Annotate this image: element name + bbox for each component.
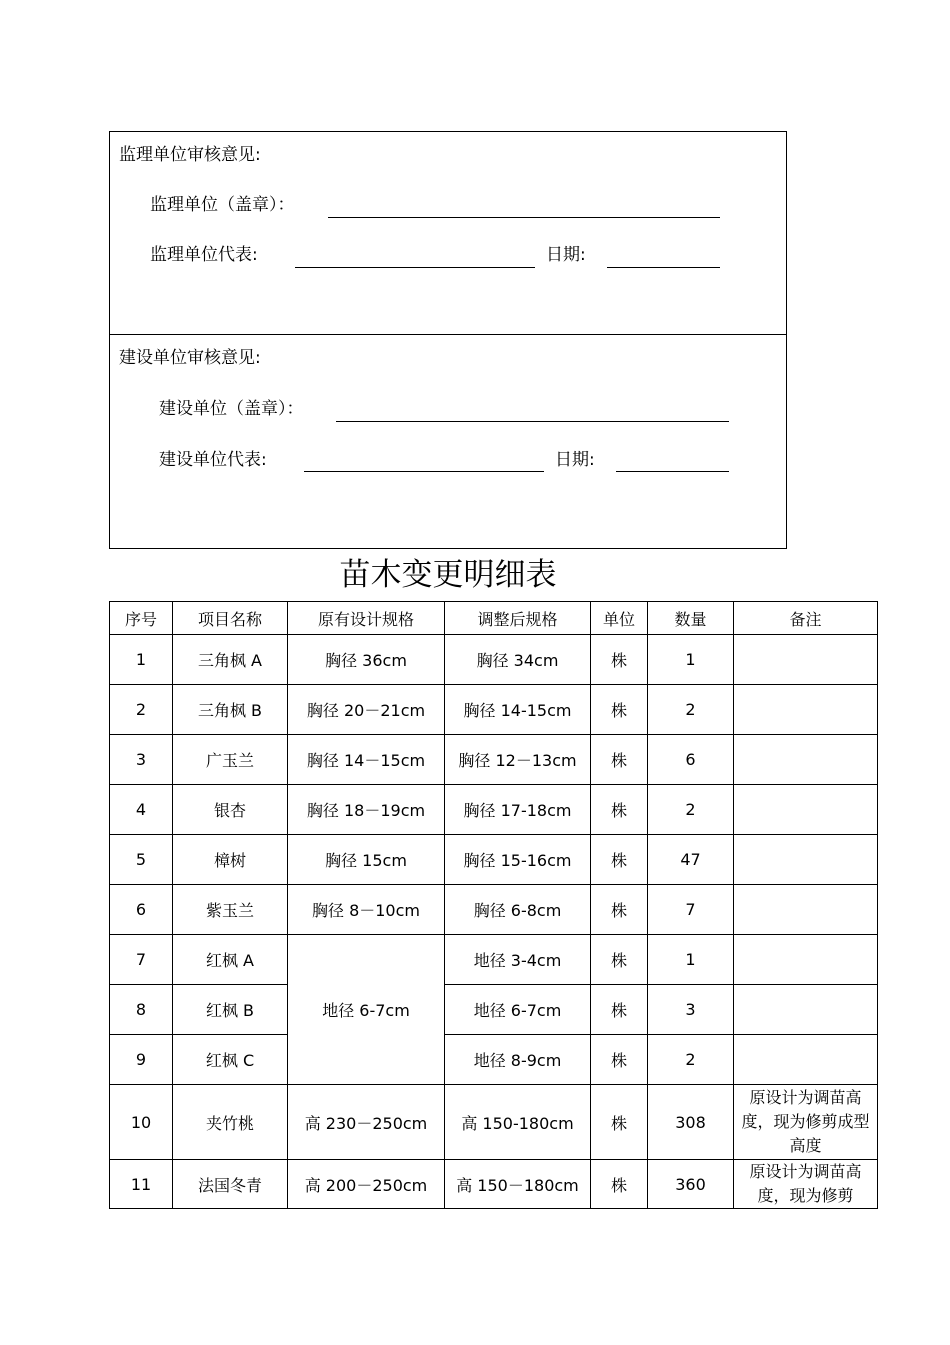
cell-note xyxy=(734,1160,878,1209)
cell-no: 11 xyxy=(110,1160,173,1209)
cell-note xyxy=(734,685,878,735)
cell-note xyxy=(734,735,878,785)
owner-review-box xyxy=(109,334,787,549)
owner-seal-label: 建设单位（盖章）： xyxy=(159,399,304,419)
supervision-review-heading: 监理单位审核意见: xyxy=(119,145,261,165)
table-row xyxy=(110,985,878,1035)
cell-no: 9 xyxy=(110,1035,173,1085)
cell-adjusted: 胸径 15-16cm xyxy=(445,835,591,885)
cell-original: 胸径 15cm xyxy=(288,835,445,885)
table-row xyxy=(110,1035,878,1085)
cell-note xyxy=(734,985,878,1035)
cell-unit: 株 xyxy=(591,1085,648,1160)
table-row xyxy=(110,885,878,935)
cell-no: 3 xyxy=(110,735,173,785)
cell-no: 8 xyxy=(110,985,173,1035)
cell-qty: 308 xyxy=(648,1085,734,1160)
owner-rep-label: 建设单位代表: xyxy=(159,450,267,470)
cell-note xyxy=(734,1035,878,1085)
supervision-seal-line xyxy=(328,217,720,218)
cell-adjusted: 地径 3-4cm xyxy=(445,935,591,985)
cell-original-merged: 地径 6-7cm xyxy=(288,935,445,1085)
cell-name: 广玉兰 xyxy=(173,735,288,785)
cell-qty: 6 xyxy=(648,735,734,785)
cell-no: 6 xyxy=(110,885,173,935)
cell-no: 10 xyxy=(110,1085,173,1160)
cell-original: 高 230－250cm xyxy=(288,1085,445,1160)
cell-qty: 2 xyxy=(648,685,734,735)
cell-no: 2 xyxy=(110,685,173,735)
cell-name: 三角枫 A xyxy=(173,635,288,685)
cell-adjusted: 地径 8-9cm xyxy=(445,1035,591,1085)
cell-unit: 株 xyxy=(591,985,648,1035)
cell-original: 胸径 18－19cm xyxy=(288,785,445,835)
seedling-change-table xyxy=(109,601,878,1209)
table-row xyxy=(110,685,878,735)
header-cell: 原有设计规格 xyxy=(288,602,445,635)
cell-unit: 株 xyxy=(591,835,648,885)
cell-unit: 株 xyxy=(591,685,648,735)
cell-name: 红枫 A xyxy=(173,935,288,985)
supervision-review-box xyxy=(109,131,787,335)
cell-unit: 株 xyxy=(591,785,648,835)
cell-note xyxy=(734,885,878,935)
owner-date-line xyxy=(616,471,729,472)
supervision-rep-label: 监理单位代表: xyxy=(150,245,258,265)
cell-name: 紫玉兰 xyxy=(173,885,288,935)
cell-unit: 株 xyxy=(591,735,648,785)
table-row xyxy=(110,785,878,835)
cell-unit: 株 xyxy=(591,1160,648,1209)
cell-qty: 3 xyxy=(648,985,734,1035)
cell-adjusted: 胸径 34cm xyxy=(445,635,591,685)
cell-no: 4 xyxy=(110,785,173,835)
cell-name: 红枫 C xyxy=(173,1035,288,1085)
owner-review-heading: 建设单位审核意见: xyxy=(119,348,261,368)
cell-original: 胸径 20－21cm xyxy=(288,685,445,735)
header-cell: 数量 xyxy=(648,602,734,635)
table-header-row xyxy=(110,602,878,635)
cell-original: 胸径 14－15cm xyxy=(288,735,445,785)
table-row xyxy=(110,635,878,685)
cell-note xyxy=(734,635,878,685)
cell-unit: 株 xyxy=(591,935,648,985)
note-text: 原设计为调苗高度，现为修剪 xyxy=(749,1162,862,1205)
cell-adjusted: 地径 6-7cm xyxy=(445,985,591,1035)
cell-qty: 2 xyxy=(648,1035,734,1085)
table-row xyxy=(110,1085,878,1160)
cell-adjusted: 胸径 14-15cm xyxy=(445,685,591,735)
cell-name: 三角枫 B xyxy=(173,685,288,735)
supervision-date-label: 日期: xyxy=(546,245,586,265)
cell-adjusted: 高 150-180cm xyxy=(445,1085,591,1160)
owner-date-label: 日期: xyxy=(555,450,595,470)
owner-seal-line xyxy=(336,421,729,422)
cell-note xyxy=(734,1085,878,1160)
cell-qty: 47 xyxy=(648,835,734,885)
supervision-seal-label: 监理单位（盖章）： xyxy=(150,195,295,215)
header-cell: 序号 xyxy=(110,602,173,635)
cell-adjusted: 高 150－180cm xyxy=(445,1160,591,1209)
cell-adjusted: 胸径 6-8cm xyxy=(445,885,591,935)
cell-unit: 株 xyxy=(591,635,648,685)
cell-name: 红枫 B xyxy=(173,985,288,1035)
supervision-date-line xyxy=(607,267,720,268)
cell-original: 胸径 8－10cm xyxy=(288,885,445,935)
cell-unit: 株 xyxy=(591,1035,648,1085)
header-cell: 项目名称 xyxy=(173,602,288,635)
cell-note xyxy=(734,785,878,835)
cell-note xyxy=(734,935,878,985)
header-cell: 单位 xyxy=(591,602,648,635)
cell-no: 1 xyxy=(110,635,173,685)
cell-adjusted: 胸径 17-18cm xyxy=(445,785,591,835)
owner-rep-line xyxy=(304,471,544,472)
cell-adjusted: 胸径 12－13cm xyxy=(445,735,591,785)
cell-qty: 1 xyxy=(648,935,734,985)
cell-original: 高 200－250cm xyxy=(288,1160,445,1209)
cell-name: 夹竹桃 xyxy=(173,1085,288,1160)
table-row xyxy=(110,1160,878,1209)
table-title: 苗木变更明细表 xyxy=(339,557,557,593)
table-row xyxy=(110,835,878,885)
header-cell: 备注 xyxy=(734,602,878,635)
table-row xyxy=(110,935,878,985)
cell-original: 胸径 36cm xyxy=(288,635,445,685)
header-cell: 调整后规格 xyxy=(445,602,591,635)
cell-note xyxy=(734,835,878,885)
cell-qty: 1 xyxy=(648,635,734,685)
cell-qty: 360 xyxy=(648,1160,734,1209)
table-row xyxy=(110,735,878,785)
note-text: 原设计为调苗高度，现为修剪成型高度 xyxy=(741,1088,870,1155)
supervision-rep-line xyxy=(295,267,535,268)
cell-unit: 株 xyxy=(591,885,648,935)
cell-qty: 2 xyxy=(648,785,734,835)
cell-name: 樟树 xyxy=(173,835,288,885)
cell-no: 7 xyxy=(110,935,173,985)
cell-name: 法国冬青 xyxy=(173,1160,288,1209)
cell-name: 银杏 xyxy=(173,785,288,835)
cell-qty: 7 xyxy=(648,885,734,935)
cell-no: 5 xyxy=(110,835,173,885)
